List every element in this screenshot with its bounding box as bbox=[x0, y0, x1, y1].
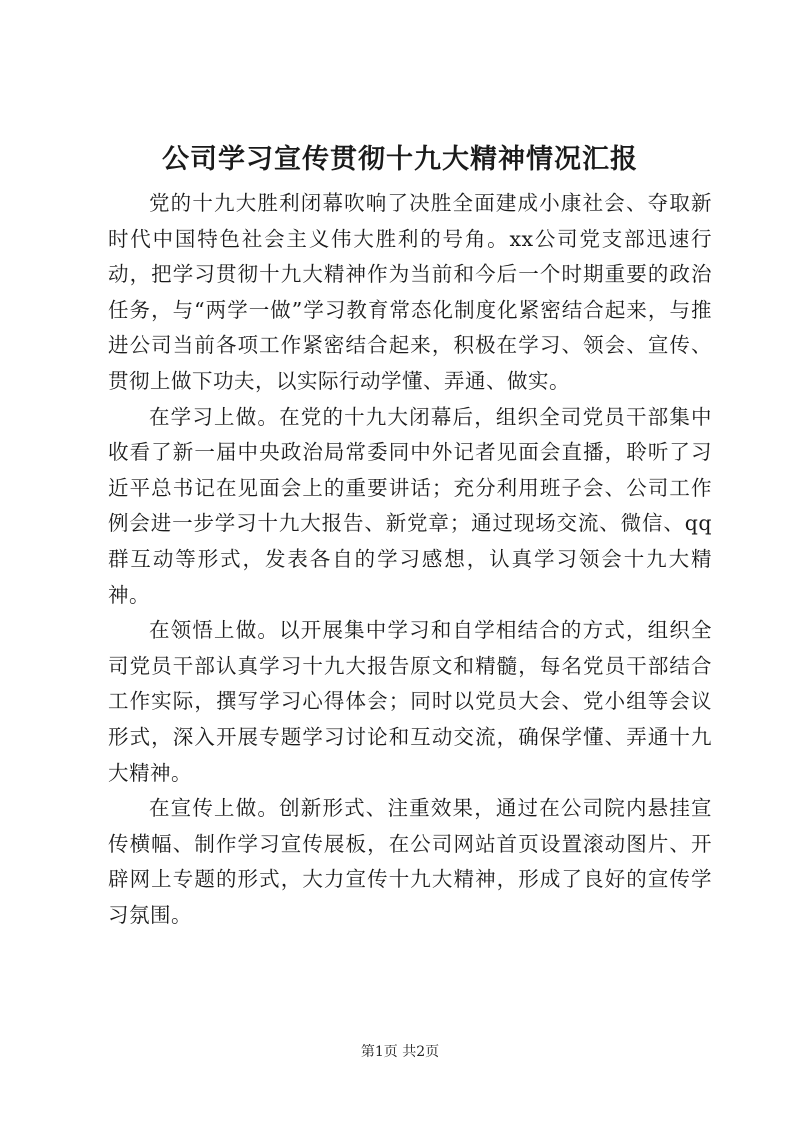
paragraph-study: 在学习上做。在党的十九大闭幕后，组织全司党员干部集中收看了新一届中央政治局常委同中外记者见面会直播，聆听了习近平总书记在见面会上的重要讲话；充分利用班子会、公司工作例会进一步学习十九大报告、新党章；通过现场交流、微信、qq群互动等形式，发表各自的学习感想，认真学习领会十九大精神。 bbox=[108, 404, 712, 607]
document-title: 公司学习宣传贯彻十九大精神情况汇报 bbox=[162, 144, 638, 175]
document-body bbox=[108, 186, 712, 933]
page-footer: 第1页 共2页 bbox=[360, 1044, 440, 1060]
paragraph-comprehend: 在领悟上做。以开展集中学习和自学相结合的方式，组织全司党员干部认真学习十九大报告原文和精髓，每名党员干部结合工作实际，撰写学习心得体会；同时以党员大会、党小组等会议形式，深入开展专题学习讨论和互动交流，确保学懂、弄通十九大精神。 bbox=[108, 618, 712, 785]
paragraph-intro: 党的十九大胜利闭幕吹响了决胜全面建成小康社会、夺取新时代中国特色社会主义伟大胜利的号角。xx公司党支部迅速行动，把学习贯彻十九大精神作为当前和今后一个时期重要的政治任务，与“两学一做”学习教育常态化制度化紧密结合起来，与推进公司当前各项工作紧密结合起来，积极在学习、领会、宣传、贯彻上做下功夫，以实际行动学懂、弄通、做实。 bbox=[108, 191, 712, 393]
paragraph-publicity: 在宣传上做。创新形式、注重效果，通过在公司院内悬挂宣传横幅、制作学习宣传展板，在公司网站首页设置滚动图片、开辟网上专题的形式，大力宣传十九大精神，形成了良好的宣传学习氛围。 bbox=[108, 796, 712, 927]
